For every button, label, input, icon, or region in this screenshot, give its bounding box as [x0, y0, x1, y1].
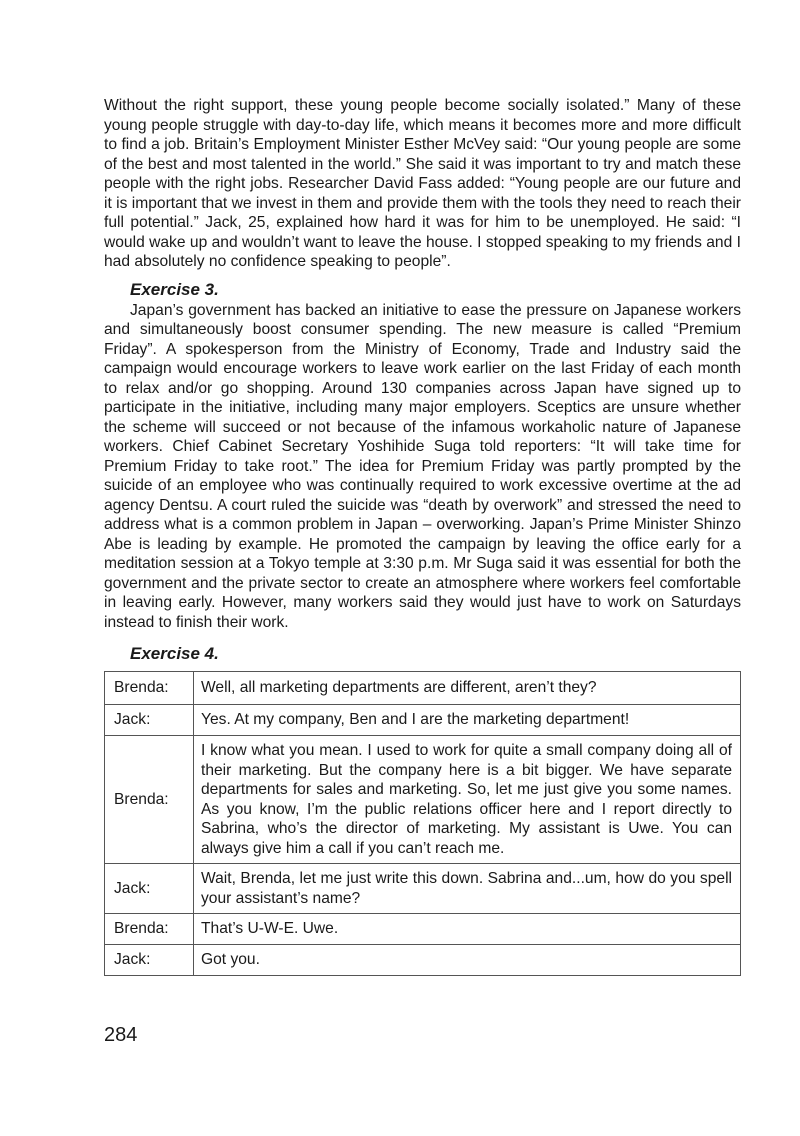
speaker-cell: Jack:	[105, 945, 194, 976]
table-row	[105, 672, 741, 705]
table-row	[105, 914, 741, 945]
line-cell: Well, all marketing departments are different, aren’t they?	[194, 672, 741, 705]
speaker-cell: Brenda:	[105, 672, 194, 705]
speaker-cell: Jack:	[105, 705, 194, 736]
table-row	[105, 736, 741, 864]
table-row	[105, 705, 741, 736]
line-cell: Got you.	[194, 945, 741, 976]
line-cell: I know what you mean. I used to work for quite a small company doing all of their marketing. But the company here is a bit bigger. We have separate departments for sales and marketing. So, let me just give you some names. As you know, I’m the public relations officer here and I report directly to Sabrina, who’s the director of marketing. My assistant is Uwe. You can always give him a call if you can’t reach me.	[194, 736, 741, 864]
speaker-cell: Jack:	[105, 864, 194, 914]
speaker-cell: Brenda:	[105, 914, 194, 945]
line-cell: That’s U-W-E. Uwe.	[194, 914, 741, 945]
line-cell: Yes. At my company, Ben and I are the marketing department!	[194, 705, 741, 736]
dialogue-table	[104, 671, 741, 976]
exercise-3-text: Japan’s government has backed an initiative to ease the pressure on Japanese workers and simultaneously boost consumer spending. The new measure is called “Premium Friday”. A spokesperson from the Ministry of Economy, Trade and Industry said the campaign would encourage workers to leave work earlier on the last Friday of each month to relax and/or go shopping. Around 130 companies across Japan have signed up to participate in the initiative, including many major employers. Sceptics are unsure whether the scheme will succeed or not because of the infamous workaholic nature of Japanese workers. Chief Cabinet Secretary Yoshihide Suga told reporters: “It will take time for Premium Friday to take root.” The idea for Premium Friday was partly prompted by the suicide of an employee who was continually required to work excessive overtime at the ad agency Dentsu. A court ruled the suicide was “death by overwork” and stressed the need to address what is a common problem in Japan – overworking. Japan’s Prime Minister Shinzo Abe is leading by example. He promoted the campaign by leaving the office early for a meditation session at a Tokyo temple at 3:30 p.m. Mr Suga said it was essential for both the government and the private sector to create an atmosphere where workers feel comfortable in leaving early. However, many workers said they would just have to work on Saturdays instead to finish their work.	[104, 301, 741, 631]
table-row	[105, 945, 741, 976]
page-content	[104, 96, 741, 976]
table-row	[105, 864, 741, 914]
exercise-4-heading: Exercise 4.	[130, 644, 219, 663]
speaker-cell: Brenda:	[105, 736, 194, 864]
exercise-3-heading: Exercise 3.	[130, 279, 219, 299]
line-cell: Wait, Brenda, let me just write this down. Sabrina and...um, how do you spell your assistant’s name?	[194, 864, 741, 914]
paragraph-continuation: Without the right support, these young people become socially isolated.” Many of these young people struggle with day-to-day life, which means it becomes more and more difficult to find a job. Britain’s Employment Minister Esther McVey said: “Our young people are some of the best and most talented in the world.” She said it was important to try and match these people with the right jobs. Researcher David Fass added: “Young people are our future and it is important that we invest in them and provide them with the tools they need to reach their full potential.” Jack, 25, explained how hard it was for him to be unemployed. He said: “I would wake up and wouldn’t want to leave the house. I stopped speaking to my friends and I had absolutely no confidence speaking to people”.	[104, 97, 741, 270]
page-number: 284	[104, 1024, 138, 1046]
